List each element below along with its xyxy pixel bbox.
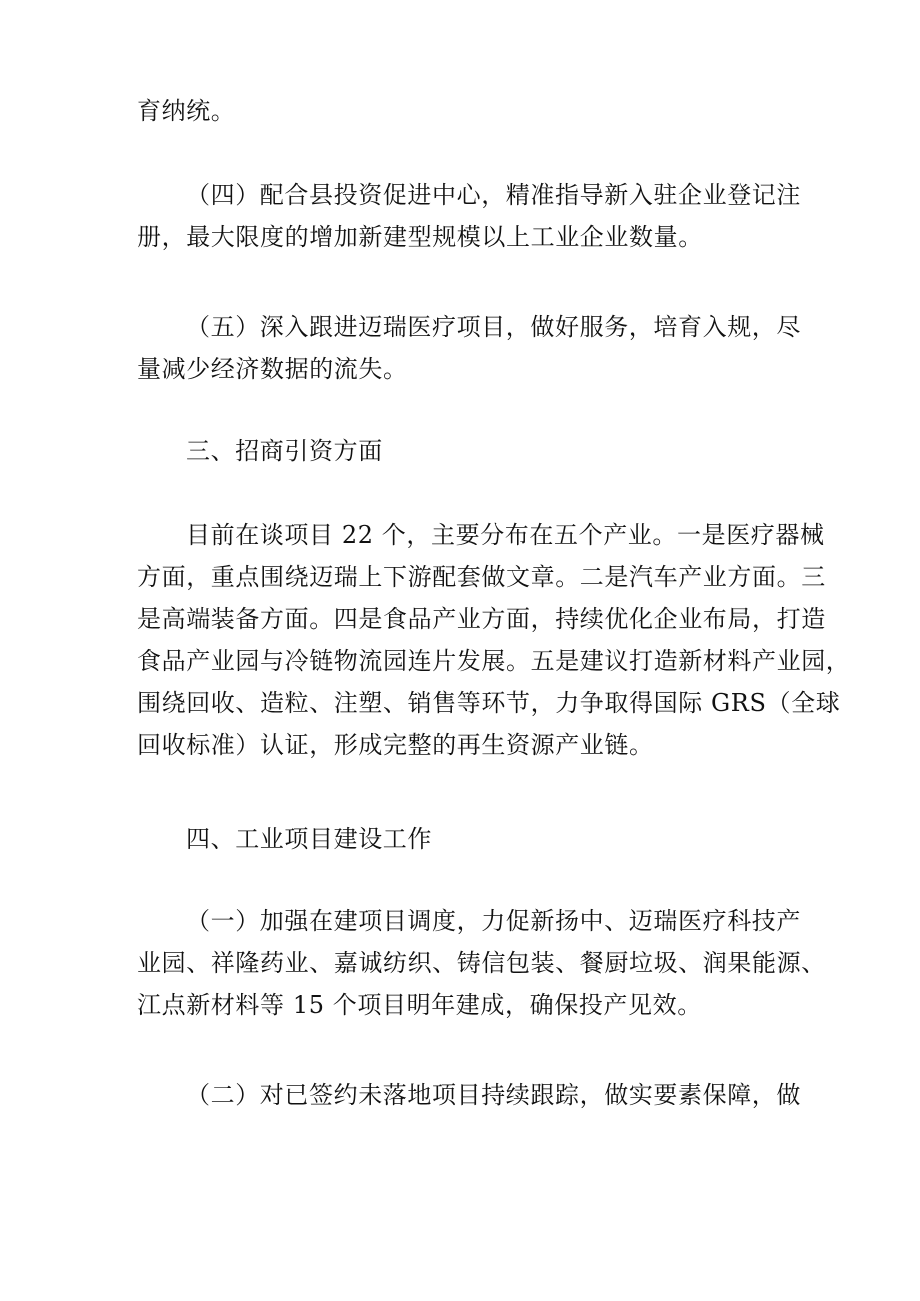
paragraph-line: 业园、祥隆药业、嘉诚纺织、铸信包装、餐厨垃圾、润果能源、 <box>137 949 826 977</box>
paragraph-line: （二）对已签约未落地项目持续跟踪，做实要素保障，做 <box>186 1081 801 1109</box>
paragraph-line: （四）配合县投资促进中心，精准指导新入驻企业登记注 <box>186 181 801 209</box>
paragraph-line: 食品产业园与冷链物流园连片发展。五是建议打造新材料产业园， <box>137 647 851 675</box>
paragraph-line: 江点新材料等 15 个项目明年建成，确保投产见效。 <box>137 991 702 1019</box>
paragraph-line: 育纳统。 <box>137 97 236 125</box>
section-heading: 四、工业项目建设工作 <box>186 825 432 853</box>
paragraph-line: 是高端装备方面。四是食品产业方面，持续优化企业布局，打造 <box>137 605 826 633</box>
paragraph-line: 目前在谈项目 22 个，主要分布在五个产业。一是医疗器械 <box>186 521 825 549</box>
paragraph-line: 围绕回收、造粒、注塑、销售等环节，力争取得国际 GRS（全球 <box>137 689 841 717</box>
paragraph-line: （一）加强在建项目调度，力促新扬中、迈瑞医疗科技产 <box>186 907 801 935</box>
paragraph-line: 方面，重点围绕迈瑞上下游配套做文章。二是汽车产业方面。三 <box>137 563 826 591</box>
paragraph-line: 回收标准）认证，形成完整的再生资源产业链。 <box>137 731 654 759</box>
section-heading: 三、招商引资方面 <box>186 437 383 465</box>
paragraph-line: 量减少经济数据的流失。 <box>137 355 408 383</box>
paragraph-line: 册，最大限度的增加新建型规模以上工业企业数量。 <box>137 223 703 251</box>
paragraph-line: （五）深入跟进迈瑞医疗项目，做好服务，培育入规，尽 <box>186 313 801 341</box>
